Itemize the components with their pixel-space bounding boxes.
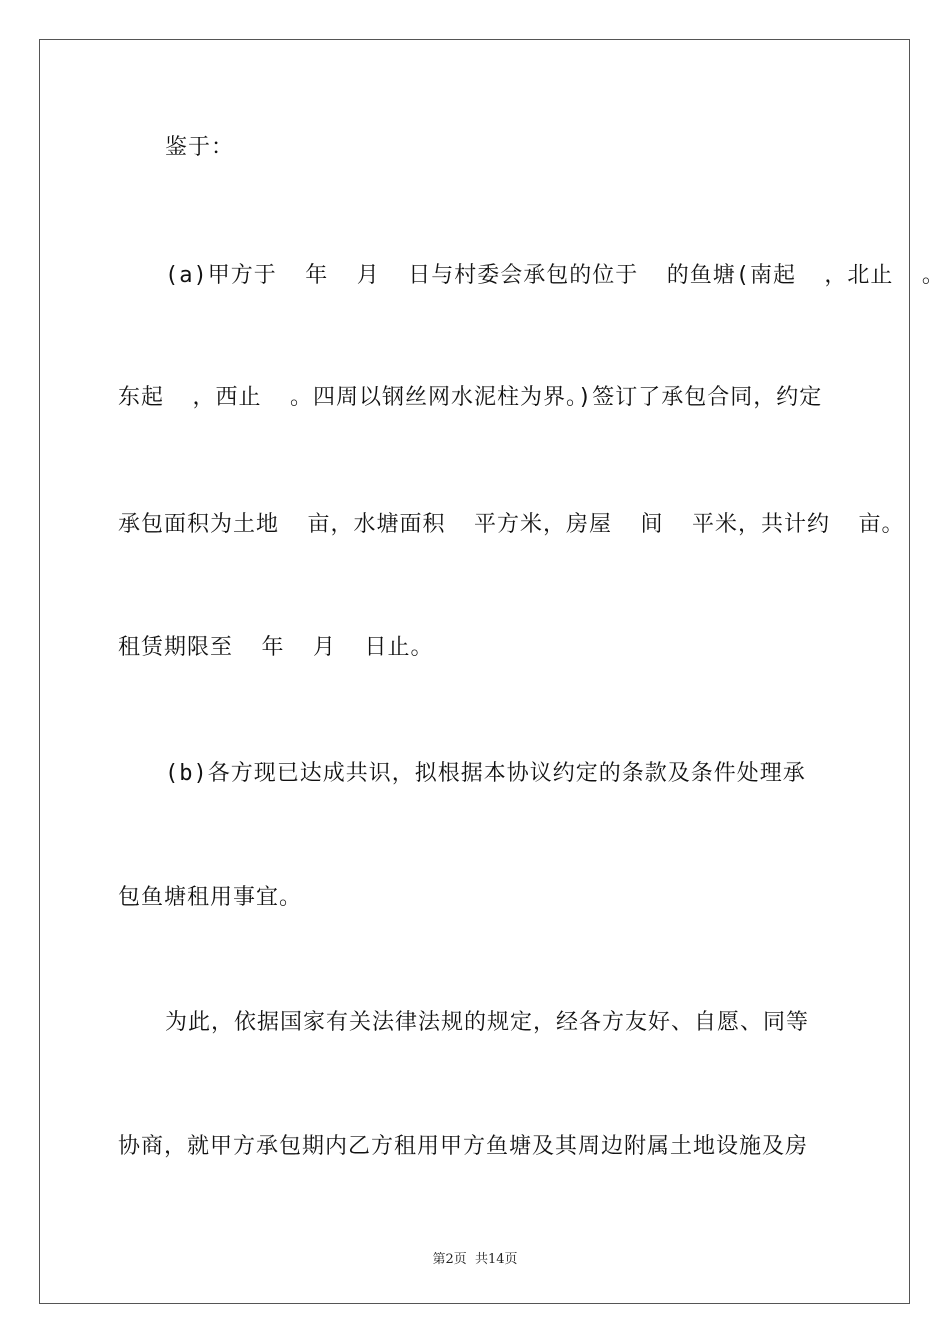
text-line-4: 承包面积为土地 亩，水塘面积 平方米，房屋 间 平米，共计约 亩。: [118, 512, 905, 537]
text-line-6: (b)各方现已达成共识，拟根据本协议约定的条款及条件处理承: [165, 761, 806, 786]
text-line-8: 为此，依据国家有关法律法规的规定，经各方友好、自愿、同等: [165, 1010, 810, 1035]
page-frame: [39, 39, 945, 1304]
text-line-5: 租赁期限至 年 月 日止。: [118, 635, 434, 660]
page-number-footer: 第2页 共14页: [432, 1252, 518, 1267]
text-line-7: 包鱼塘租用事宜。: [118, 885, 303, 910]
text-line-3: 东起 ，西止 。四周以钢丝网水泥柱为界。)签订了承包合同，约定: [118, 385, 823, 410]
text-line-2: (a)甲方于 年 月 日与村委会承包的位于 的鱼塘(南起 ，北止 。: [165, 263, 945, 288]
text-line-1: 鉴于：: [165, 135, 235, 160]
text-line-9: 协商，就甲方承包期内乙方租用甲方鱼塘及其周边附属土地设施及房: [118, 1134, 809, 1159]
